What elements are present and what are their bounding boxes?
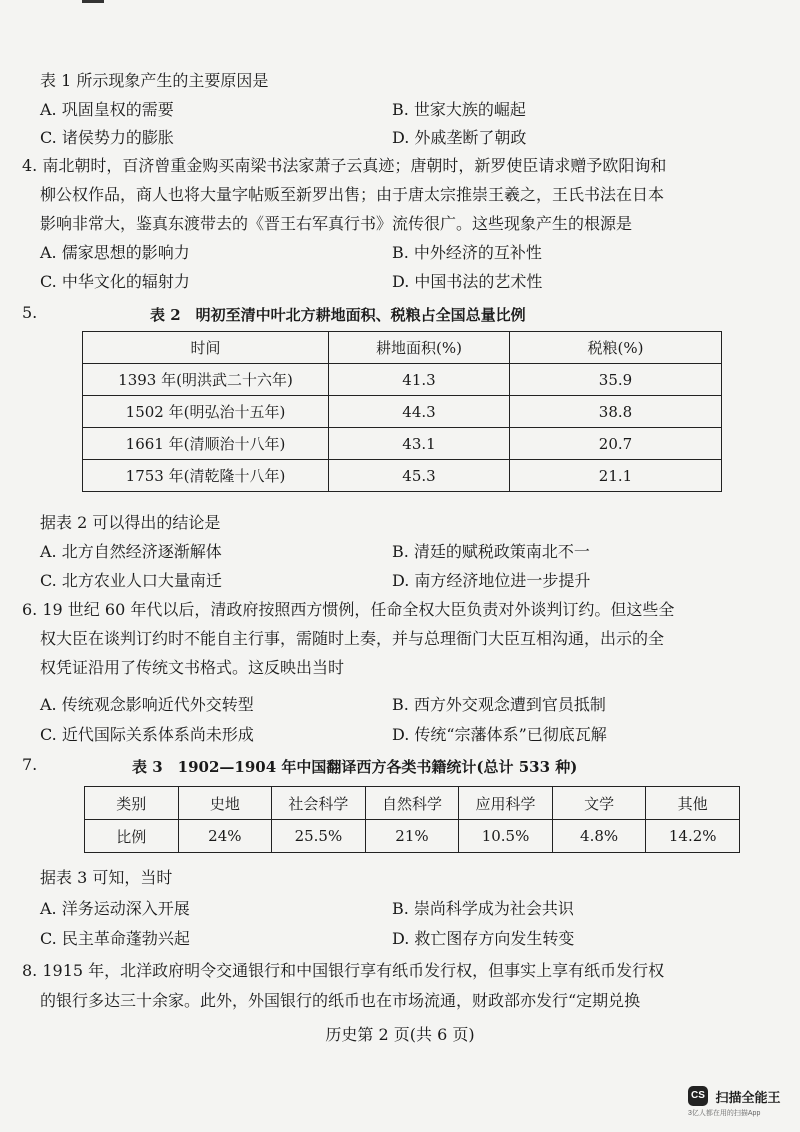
table-row (83, 396, 722, 428)
watermark-app-name: 扫描全能王 (715, 1089, 781, 1105)
table-header-cell: 其他 (646, 787, 740, 820)
table-header-cell: 文学 (552, 787, 646, 820)
table-cell: 14.2% (646, 820, 740, 853)
q7-option-d: D. 救亡图存方向发生转变 (392, 929, 575, 948)
q4-option-c: C. 中华文化的辐射力 (40, 272, 190, 291)
q7-option-a: A. 洋务运动深入开展 (40, 899, 190, 918)
table-header-cell: 类别 (85, 787, 179, 820)
q6-line-2: 权大臣在谈判订约时不能自主行事，需随时上奏，并与总理衙门大臣互相沟通，出示的全 (40, 629, 665, 648)
table-header-cell: 自然科学 (365, 787, 459, 820)
camscanner-logo-icon: CS (688, 1086, 708, 1106)
q4-option-b: B. 中外经济的互补性 (392, 243, 542, 262)
table-cell: 20.7 (510, 428, 722, 460)
q5-stem: 据表 2 可以得出的结论是 (40, 513, 221, 532)
table-cell: 45.3 (329, 460, 510, 492)
q6-option-a: A. 传统观念影响近代外交转型 (40, 695, 254, 714)
q7-stem: 据表 3 可知，当时 (40, 868, 173, 887)
table-cell: 1661 年(清顺治十八年) (83, 428, 329, 460)
table-header-cell: 时间 (83, 332, 329, 364)
q3-option-c: C. 诸侯势力的膨胀 (40, 128, 174, 147)
q4-line-3: 影响非常大，鉴真东渡带去的《晋王右军真行书》流传很广。这些现象产生的根源是 (40, 214, 633, 233)
table-cell: 比例 (85, 820, 179, 853)
table-2 (82, 331, 722, 492)
q5-number: 5. (22, 303, 38, 322)
q3-option-a: A. 巩固皇权的需要 (40, 100, 174, 119)
table-row (83, 364, 722, 396)
table-header-cell: 税粮(%) (510, 332, 722, 364)
table-cell: 21.1 (510, 460, 722, 492)
table2-caption: 表 2 明初至清中叶北方耕地面积、税粮占全国总量比例 (150, 306, 526, 324)
q8-line-2: 的银行多达三十余家。此外，外国银行的纸币也在市场流通，财政部亦发行“定期兑换 (40, 991, 641, 1010)
q6-line-3: 权凭证沿用了传统文书格式。这反映出当时 (40, 658, 345, 677)
table-cell: 38.8 (510, 396, 722, 428)
table-row (85, 820, 740, 853)
table-3 (84, 786, 740, 853)
table-header-cell: 社会科学 (272, 787, 366, 820)
table-header-cell: 应用科学 (459, 787, 553, 820)
table-row (83, 460, 722, 492)
table-header-cell: 耕地面积(%) (329, 332, 510, 364)
table-cell: 21% (365, 820, 459, 853)
q3-stem: 表 1 所示现象产生的主要原因是 (40, 71, 269, 90)
table-cell: 43.1 (329, 428, 510, 460)
q3-option-d: D. 外戚垄断了朝政 (392, 128, 527, 147)
table-header-row (83, 332, 722, 364)
table-cell: 1393 年(明洪武二十六年) (83, 364, 329, 396)
table-cell: 1502 年(明弘治十五年) (83, 396, 329, 428)
table-cell: 4.8% (552, 820, 646, 853)
table-cell: 25.5% (272, 820, 366, 853)
table-cell: 35.9 (510, 364, 722, 396)
q6-option-b: B. 西方外交观念遭到官员抵制 (392, 695, 606, 714)
q6-option-d: D. 传统“宗藩体系”已彻底瓦解 (392, 725, 607, 744)
table-header-cell: 史地 (178, 787, 272, 820)
scanner-watermark (688, 1086, 781, 1117)
q3-option-b: B. 世家大族的崛起 (392, 100, 526, 119)
q8-line-1: 8. 1915 年，北洋政府明令交通银行和中国银行享有纸币发行权，但事实上享有纸币发行权 (22, 961, 665, 980)
q4-line-2: 柳公权作品，商人也将大量字帖贩至新罗出售；由于唐太宗推崇王羲之，王氏书法在日本 (40, 185, 665, 204)
q4-option-a: A. 儒家思想的影响力 (40, 243, 190, 262)
q5-option-a: A. 北方自然经济逐渐解体 (40, 542, 222, 561)
q5-option-d: D. 南方经济地位进一步提升 (392, 571, 591, 590)
table3-caption: 表 3 1902—1904 年中国翻译西方各类书籍统计(总计 533 种) (132, 758, 578, 776)
q7-option-b: B. 崇尚科学成为社会共识 (392, 899, 574, 918)
table-cell: 24% (178, 820, 272, 853)
top-edge-mark (82, 0, 104, 3)
q5-option-c: C. 北方农业人口大量南迁 (40, 571, 222, 590)
q6-line-1: 6. 19 世纪 60 年代以后，清政府按照西方惯例，任命全权大臣负责对外谈判订约。但这些全 (22, 600, 675, 619)
q4-line-1: 4. 南北朝时，百济曾重金购买南梁书法家萧子云真迹；唐朝时，新罗使臣请求赠予欧阳询和 (22, 156, 667, 175)
table-cell: 41.3 (329, 364, 510, 396)
table-cell: 44.3 (329, 396, 510, 428)
q6-option-c: C. 近代国际关系体系尚未形成 (40, 725, 254, 744)
q7-option-c: C. 民主革命蓬勃兴起 (40, 929, 190, 948)
watermark-tagline: 3亿人都在用的扫描App (688, 1110, 761, 1117)
table-header-row (85, 787, 740, 820)
table-row (83, 428, 722, 460)
q7-number: 7. (22, 755, 38, 774)
table-cell: 1753 年(清乾隆十八年) (83, 460, 329, 492)
q4-option-d: D. 中国书法的艺术性 (392, 272, 543, 291)
page-footer: 历史第 2 页(共 6 页) (325, 1025, 475, 1044)
table-cell: 10.5% (459, 820, 553, 853)
q5-option-b: B. 清廷的赋税政策南北不一 (392, 542, 590, 561)
